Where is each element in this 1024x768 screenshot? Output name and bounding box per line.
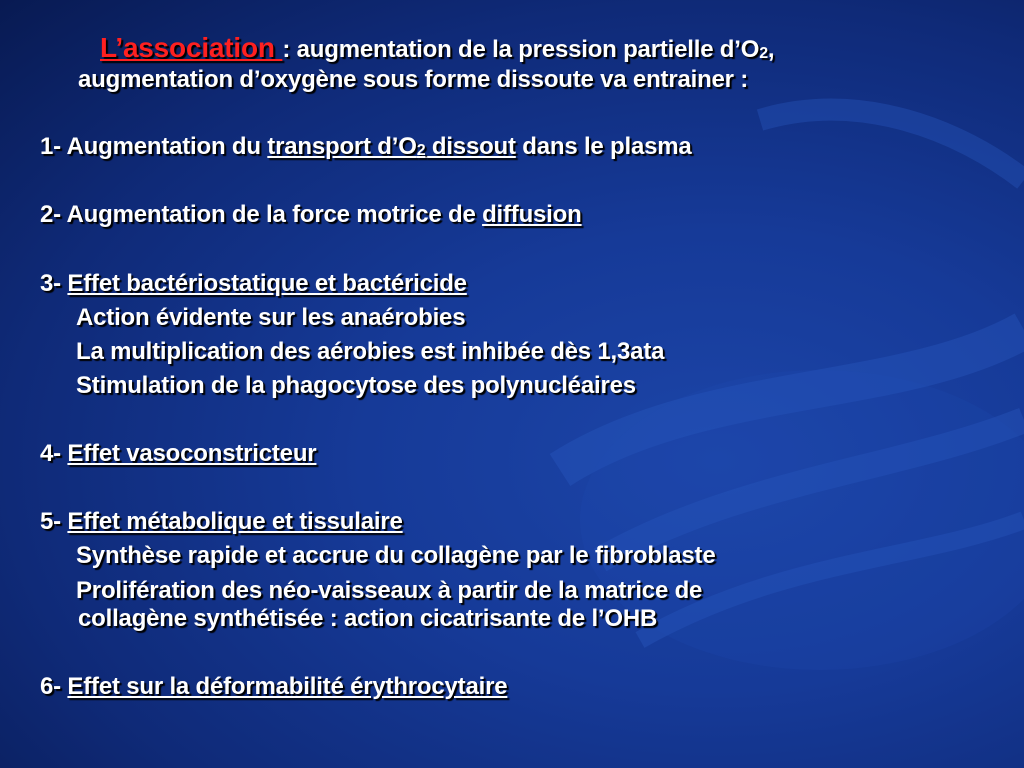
item6-underlined: Effet sur la déformabilité érythrocytaire — [67, 673, 508, 700]
item5-subline-1: Synthèse rapide et accrue du collagène par le fibroblaste — [76, 542, 716, 569]
list-item-3 — [40, 270, 467, 298]
item5-prefix: 5- — [40, 508, 68, 535]
item1-underlined-b: dissout — [425, 133, 516, 160]
item2-underlined: diffusion — [482, 201, 582, 228]
item4-prefix: 4- — [40, 440, 68, 467]
title-line1-subscript: 2 — [759, 45, 768, 62]
item3-subline-3: Stimulation de la phagocytose des polynucléaires — [76, 372, 636, 399]
title-line1-text: : augmentation de la pression partielle d’O — [282, 36, 760, 63]
item1-underlined-a: transport d’O — [267, 133, 417, 160]
item1-suffix: dans le plasma — [515, 133, 692, 160]
list-item-1 — [40, 133, 692, 164]
title-highlight: L’association — [100, 32, 283, 63]
item2-prefix: 2- Augmentation de la force motrice de — [40, 201, 483, 228]
item5-subline-2-continued: collagène synthétisée : action cicatrisante de l’OHB — [78, 605, 658, 632]
item3-prefix: 3- — [40, 270, 68, 297]
slide-title-line-2: augmentation d’oxygène sous forme dissoute va entrainer : — [78, 66, 749, 93]
list-item-6 — [40, 673, 507, 701]
list-item-2 — [40, 201, 582, 229]
item1-prefix: 1- Augmentation du — [40, 133, 268, 160]
slide-title-line-1 — [100, 34, 774, 67]
item1-underlined — [267, 133, 516, 160]
list-item-4 — [40, 440, 316, 468]
list-item-5 — [40, 508, 403, 536]
item3-subline-2: La multiplication des aérobies est inhibée dès 1,3ata — [76, 338, 665, 365]
item3-underlined: Effet bactériostatique et bactéricide — [67, 270, 467, 297]
title-line1-end: , — [767, 36, 775, 63]
item4-underlined: Effet vasoconstricteur — [67, 440, 317, 467]
item6-prefix: 6- — [40, 673, 68, 700]
item3-subline-1: Action évidente sur les anaérobies — [76, 304, 466, 331]
item5-subline-2: Prolifération des néo-vaisseaux à partir de la matrice de — [76, 577, 703, 604]
item1-subscript: 2 — [416, 142, 426, 159]
item5-underlined: Effet métabolique et tissulaire — [67, 508, 403, 535]
